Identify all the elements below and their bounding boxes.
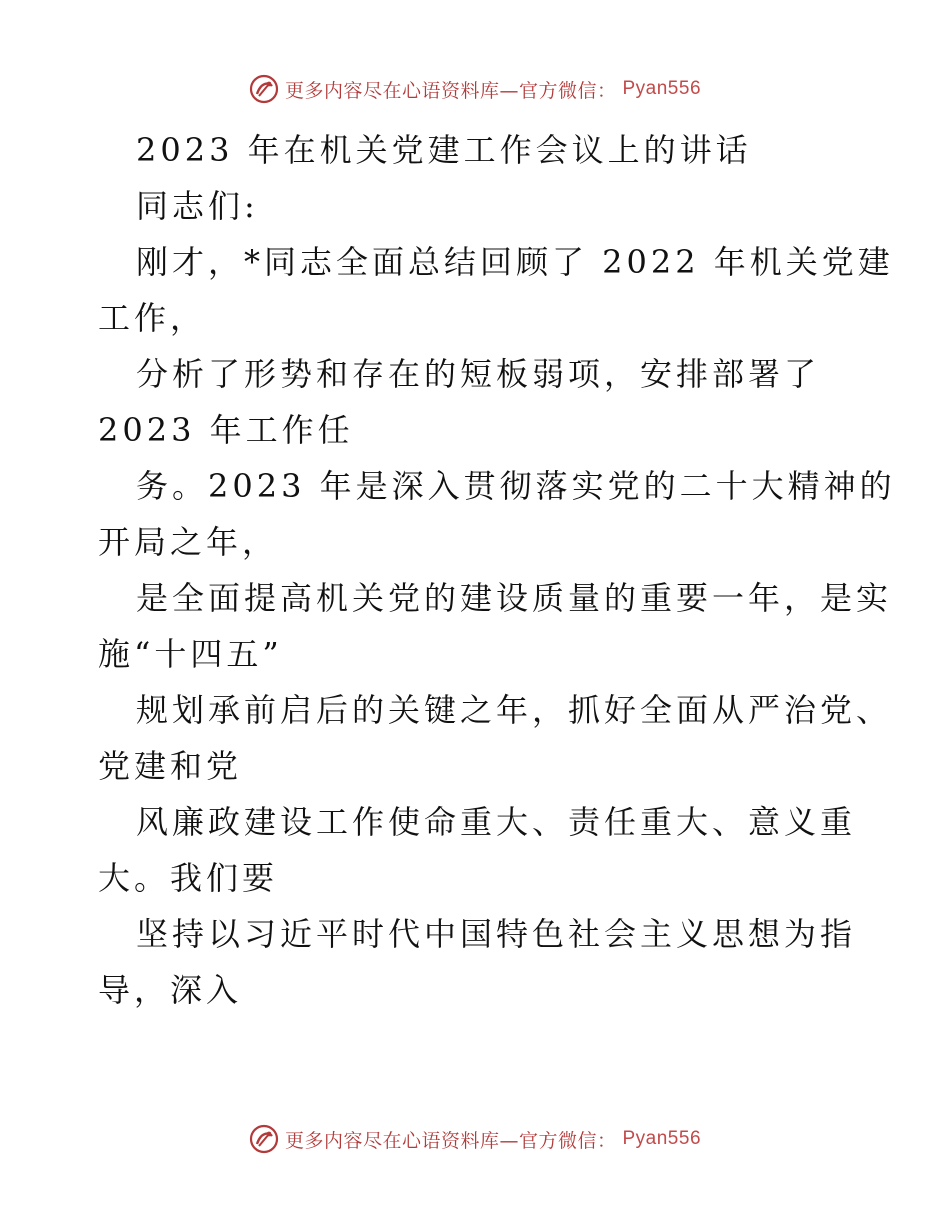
document-line: 导，深入 xyxy=(98,971,243,1009)
document-line: 党建和党 xyxy=(98,747,243,785)
document-body xyxy=(98,122,896,1018)
document-line: 务。2023 年是深入贯彻落实党的二十大精神的 xyxy=(136,467,896,505)
header-watermark xyxy=(0,74,950,104)
document-line: 刚才，*同志全面总结回顾了 2022 年机关党建 xyxy=(136,243,894,281)
watermark-wechat-id: Pyan556 xyxy=(622,78,702,99)
watermark-text: 更多内容尽在心语资料库—官方微信： xyxy=(284,79,617,102)
document-line: 同志们: xyxy=(136,187,259,225)
document-line: 2023 年在机关党建工作会议上的讲话 xyxy=(136,131,752,169)
document-line: 开局之年， xyxy=(98,523,279,561)
document-line: 规划承前启后的关键之年，抓好全面从严治党、 xyxy=(136,691,893,729)
document-line: 施“十四五” xyxy=(98,635,283,673)
document-line: 大。我们要 xyxy=(98,859,279,897)
document-line: 工作， xyxy=(98,299,207,337)
brand-logo-icon xyxy=(249,74,279,104)
brand-logo-icon xyxy=(249,1124,279,1154)
document-line: 是全面提高机关党的建设质量的重要一年，是实 xyxy=(136,579,893,617)
document-line: 风廉政建设工作使命重大、责任重大、意义重 xyxy=(136,803,857,841)
watermark-wechat-id: Pyan556 xyxy=(622,1128,702,1149)
document-line: 分析了形势和存在的短板弱项，安排部署了 xyxy=(136,355,821,393)
document-line: 2023 年工作任 xyxy=(98,411,354,449)
footer-watermark xyxy=(0,1124,950,1154)
document-line: 坚持以习近平时代中国特色社会主义思想为指 xyxy=(136,915,857,953)
watermark-text: 更多内容尽在心语资料库—官方微信： xyxy=(284,1129,617,1152)
